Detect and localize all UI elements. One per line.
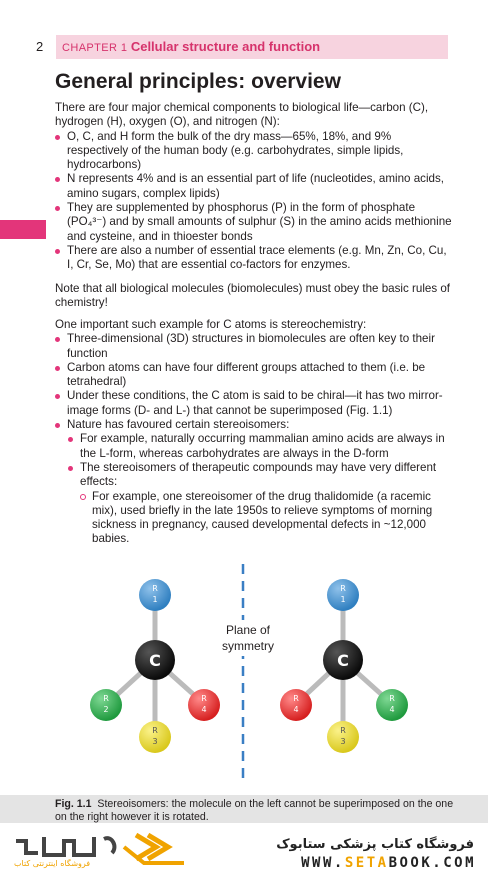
right-r2-atom [376,689,408,721]
chapter-title: Cellular structure and function [130,39,321,54]
bullet-item: There are also a number of essential trace elements (e.g. Mn, Zn, Co, Cu, I, Cr, Se, Mo) that are essential co-factors for enzymes. [55,244,455,273]
svg-text:1: 1 [152,595,158,604]
left-r3-atom [139,721,171,753]
svg-text:1: 1 [340,595,346,604]
svg-text:R: R [152,726,158,735]
bullet-item: Under these conditions, the C atom is said to be chiral—it has two mirror-image forms (D- and L-) that cannot be superimposed (Fig. 1.1) [55,389,455,418]
caption-text: Stereoisomers: the molecule on the left cannot be superimposed on the one on the right however it is rotated. [55,798,454,823]
right-r1-atom [327,579,359,611]
svg-text:R: R [293,694,299,703]
svg-text:R: R [201,694,207,703]
bullet-item: Nature has favoured certain stereoisomers: [55,418,455,432]
chapter-banner [56,35,448,59]
svg-text:R: R [103,694,109,703]
figure-caption-area [0,795,488,823]
plane-label-line2: symmetry [222,639,274,653]
right-r4-atom [280,689,312,721]
bullet-item: Three-dimensional (3D) structures in biomolecules are often key to their function [55,332,455,361]
chapter-title-line [62,39,320,54]
side-tab-marker [0,220,46,239]
svg-text:3: 3 [152,737,158,746]
sub-bullet-item: For example, naturally occurring mammalian amino acids are always in the L-form, whereas carbohydrates are always in the D-form [55,432,455,461]
stereochemistry-block [55,318,455,547]
note-paragraph: Note that all biological molecules (biomolecules) must obey the basic rules of chemistry! [55,282,451,310]
page-number: 2 [36,39,44,54]
bullet-item: Carbon atoms can have four different groups attached to them (i.e. be tetrahedral) [55,361,455,390]
right-carbon-atom [323,640,363,680]
right-molecule [280,579,408,753]
svg-text:3: 3 [340,737,346,746]
right-r3-atom [327,721,359,753]
sub-bullet-item: The stereoisomers of therapeutic compounds may have very different effects: [55,461,455,490]
svg-text:R: R [152,584,158,593]
logo-caption: فروشگاه اینترنتی کتاب [14,859,91,868]
svg-text:4: 4 [389,705,395,714]
bullet-item: N represents 4% and is an essential part of life (nucleotides, amino acids, amino sugars, complex lipids) [55,172,455,201]
left-r4-atom [188,689,220,721]
bullet-item: O, C, and H form the bulk of the dry mass—65%, 18%, and 9% respectively of the human body (e.g. carbohydrates, simple lipids, hydrocarbons) [55,130,455,173]
svg-text:4: 4 [201,705,207,714]
store-name: فروشگاه کتاب پزشکی ستابوک [276,837,474,852]
figure-caption [55,798,455,823]
figure-stereoisomers [0,560,488,800]
chapter-label: CHAPTER 1 [62,42,128,54]
sub-sub-bullet-item: For example, one stereoisomer of the drug thalidomide (a racemic mix), used briefly in the late 1950s to relieve symptoms of morning sickness in pregnancy, caused developmental defects in ~12,000 babies. [55,490,455,547]
left-molecule [90,579,220,753]
plane-label-line1: Plane of [225,623,271,637]
svg-text:C: C [337,651,349,670]
caption-label: Fig. 1.1 [55,798,92,810]
svg-text:C: C [149,651,161,670]
overview-block [55,101,455,273]
svg-text:2: 2 [103,705,109,714]
left-r1-atom [139,579,171,611]
section-heading: General principles: overview [55,70,341,93]
intro-paragraph: There are four major chemical components to biological life—carbon (C), hydrogen (H), oxygen (O), and nitrogen (N): [55,101,429,129]
store-footer [0,823,488,878]
svg-text:R: R [389,694,395,703]
store-url[interactable]: WWW.SETABOOK.COM [301,855,476,871]
stereo-intro: One important such example for C atoms is stereochemistry: [55,318,367,331]
left-carbon-atom [135,640,175,680]
bullet-item: They are supplemented by phosphorus (P) in the form of phosphate (PO₄³⁻) and by small amounts of sulphur (S) in the amino acids methionine and cysteine, and in thioester bonds [55,201,455,244]
svg-text:R: R [340,584,346,593]
stereoisomer-diagram [0,560,488,800]
left-r2-atom [90,689,122,721]
svg-text:R: R [340,726,346,735]
svg-text:4: 4 [293,705,299,714]
